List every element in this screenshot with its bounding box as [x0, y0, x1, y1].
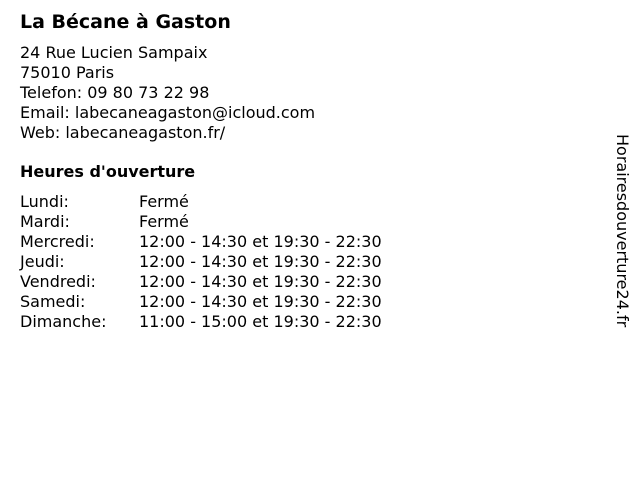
- day-label: Lundi:: [20, 192, 69, 211]
- business-name: La Bécane à Gaston: [20, 11, 231, 33]
- email-line: Email: labecaneagaston@icloud.com: [20, 103, 316, 122]
- hours-row-saturday: [20, 292, 580, 312]
- address-city: 75010 Paris: [20, 63, 115, 82]
- opening-hours-table: [20, 192, 580, 332]
- hours-value: Fermé: [139, 192, 189, 211]
- address-street: 24 Rue Lucien Sampaix: [20, 43, 208, 62]
- opening-hours-title: Heures d'ouverture: [20, 162, 196, 181]
- web-line: Web: labecaneagaston.fr/: [20, 123, 226, 142]
- hours-row-monday: [20, 192, 580, 212]
- hours-row-friday: [20, 272, 580, 292]
- address-block: [20, 43, 580, 143]
- hours-value: 12:00 - 14:30 et 19:30 - 22:30: [139, 252, 382, 271]
- day-label: Vendredi:: [20, 272, 96, 291]
- business-card: [20, 10, 580, 332]
- phone-line: Telefon: 09 80 73 22 98: [20, 83, 210, 102]
- hours-row-thursday: [20, 252, 580, 272]
- day-label: Jeudi:: [20, 252, 65, 271]
- hours-row-wednesday: [20, 232, 580, 252]
- hours-value: 12:00 - 14:30 et 19:30 - 22:30: [139, 272, 382, 291]
- hours-row-tuesday: [20, 212, 580, 232]
- hours-value: Fermé: [139, 212, 189, 231]
- hours-value: 12:00 - 14:30 et 19:30 - 22:30: [139, 232, 382, 251]
- day-label: Mercredi:: [20, 232, 95, 251]
- site-watermark: Horairesdouverture24.fr: [613, 134, 632, 328]
- hours-row-sunday: [20, 312, 580, 332]
- hours-value: 12:00 - 14:30 et 19:30 - 22:30: [139, 292, 382, 311]
- day-label: Mardi:: [20, 212, 70, 231]
- day-label: Dimanche:: [20, 312, 107, 331]
- hours-value: 11:00 - 15:00 et 19:30 - 22:30: [139, 312, 382, 331]
- day-label: Samedi:: [20, 292, 86, 311]
